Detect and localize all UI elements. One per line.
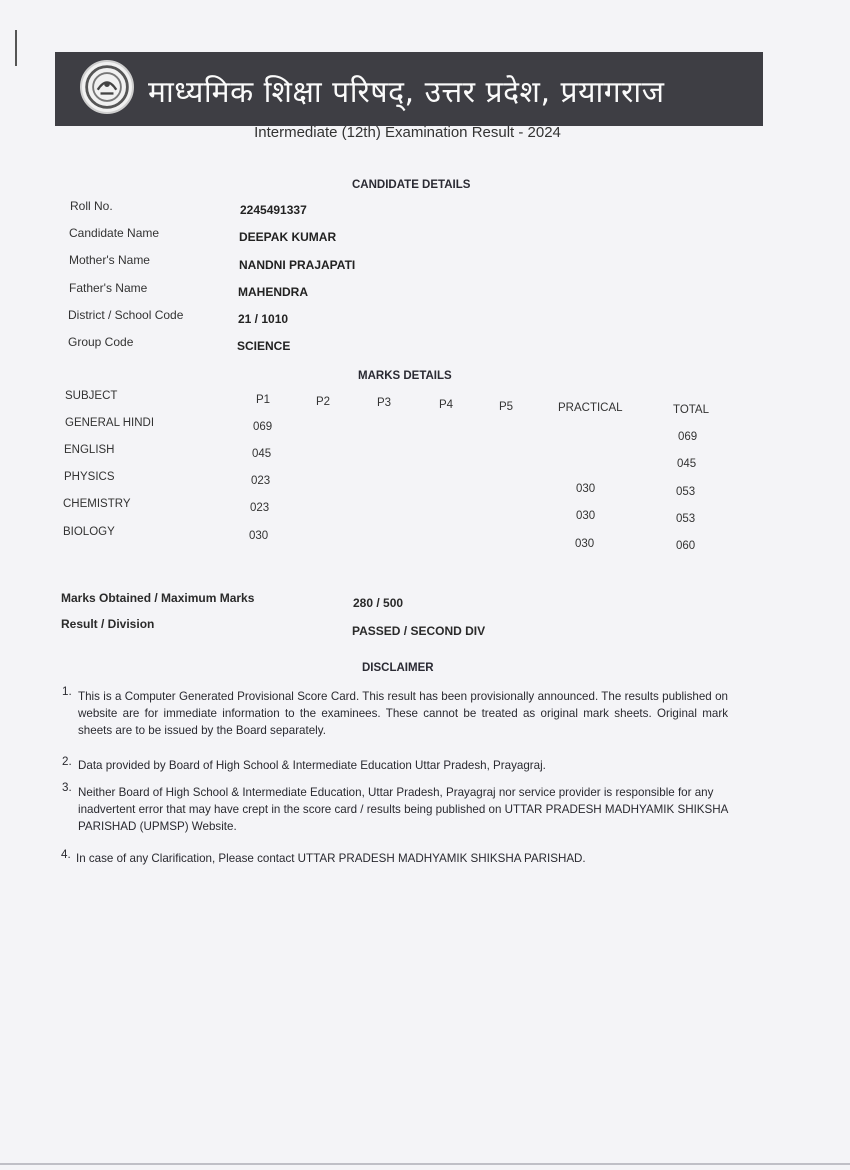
column-header-p2: P2 <box>316 396 331 408</box>
p1-mark: 023 <box>251 475 271 487</box>
p1-mark: 045 <box>252 448 272 460</box>
practical-mark: 030 <box>576 510 596 522</box>
subject-name: PHYSICS <box>64 471 115 483</box>
subject-name: ENGLISH <box>64 444 115 456</box>
subject-name: GENERAL HINDI <box>65 417 155 429</box>
candidate-name-value: DEEPAK KUMAR <box>239 230 337 244</box>
practical-mark: 030 <box>575 538 595 550</box>
board-title: माध्यमिक शिक्षा परिषद्, उत्तर प्रदेश, प्रयागराज <box>148 75 665 110</box>
total-mark: 053 <box>676 486 696 498</box>
scan-bottom-edge <box>0 1163 850 1165</box>
total-mark: 053 <box>676 513 696 525</box>
disclaimer-item-number: 3. <box>62 781 72 794</box>
disclaimer-item-number: 1. <box>62 685 72 698</box>
board-emblem-icon <box>80 60 134 114</box>
candidate-details-heading: CANDIDATE DETAILS <box>352 179 471 191</box>
disclaimer-heading: DISCLAIMER <box>362 662 434 674</box>
disclaimer-item-text: Data provided by Board of High School & Intermediate Education Uttar Pradesh, Prayagraj. <box>78 759 546 772</box>
district-school-code-value: 21 / 1010 <box>238 312 289 326</box>
column-header-p4: P4 <box>439 399 454 411</box>
mothers-name-value: NANDNI PRAJAPATI <box>239 258 356 272</box>
total-mark: 069 <box>678 431 698 443</box>
marks-obtained-value: 280 / 500 <box>353 596 404 610</box>
p1-mark: 023 <box>250 502 270 514</box>
group-code-label: Group Code <box>68 335 134 349</box>
fathers-name-value: MAHENDRA <box>238 285 308 299</box>
scan-edge-mark <box>15 30 17 66</box>
fathers-name-label: Father's Name <box>69 281 148 295</box>
p1-mark: 069 <box>253 421 273 433</box>
candidate-name-label: Candidate Name <box>69 226 160 240</box>
marks-obtained-label: Marks Obtained / Maximum Marks <box>61 591 255 605</box>
column-header-subject: SUBJECT <box>65 390 118 402</box>
disclaimer-item-text: This is a Computer Generated Provisional Score Card. This result has been provisionally announced. The results published on website are for immediate information to the examinees. These cannot be treated as original mark sheets. Original mark sheets are to be issued by the Board separately. <box>78 690 728 737</box>
mothers-name-label: Mother's Name <box>69 253 150 267</box>
subject-name: CHEMISTRY <box>63 498 131 510</box>
disclaimer-item-text: In case of any Clarification, Please contact UTTAR PRADESH MADHYAMIK SHIKSHA PARISHAD. <box>76 852 586 865</box>
roll-no-label: Roll No. <box>70 199 113 213</box>
column-header-total: TOTAL <box>673 404 709 416</box>
total-mark: 060 <box>676 540 696 552</box>
column-header-p5: P5 <box>499 401 514 413</box>
district-school-code-label: District / School Code <box>68 308 184 322</box>
column-header-p3: P3 <box>377 397 392 409</box>
disclaimer-item-number: 4. <box>61 848 71 861</box>
disclaimer-item-number: 2. <box>62 755 72 768</box>
column-header-p1: P1 <box>256 394 271 406</box>
p1-mark: 030 <box>249 530 269 542</box>
group-code-value: SCIENCE <box>237 339 291 353</box>
result-division-label: Result / Division <box>61 617 155 631</box>
practical-mark: 030 <box>576 483 596 495</box>
marks-details-heading: MARKS DETAILS <box>358 370 452 382</box>
disclaimer-item-text: Neither Board of High School & Intermediate Education, Uttar Pradesh, Prayagraj nor service provider is responsible for any inadvertent error that may have crept in the score card / results being published on UTTAR PRADESH MADHYAMIK SHIKSHA PARISHAD (UPMSP) Website. <box>78 786 728 833</box>
roll-no-value: 2245491337 <box>240 203 307 217</box>
exam-title: Intermediate (12th) Examination Result - 2024 <box>254 124 561 141</box>
total-mark: 045 <box>677 458 697 470</box>
column-header-practical: PRACTICAL <box>558 402 623 414</box>
subject-name: BIOLOGY <box>63 526 115 538</box>
result-division-value: PASSED / SECOND DIV <box>352 624 486 638</box>
